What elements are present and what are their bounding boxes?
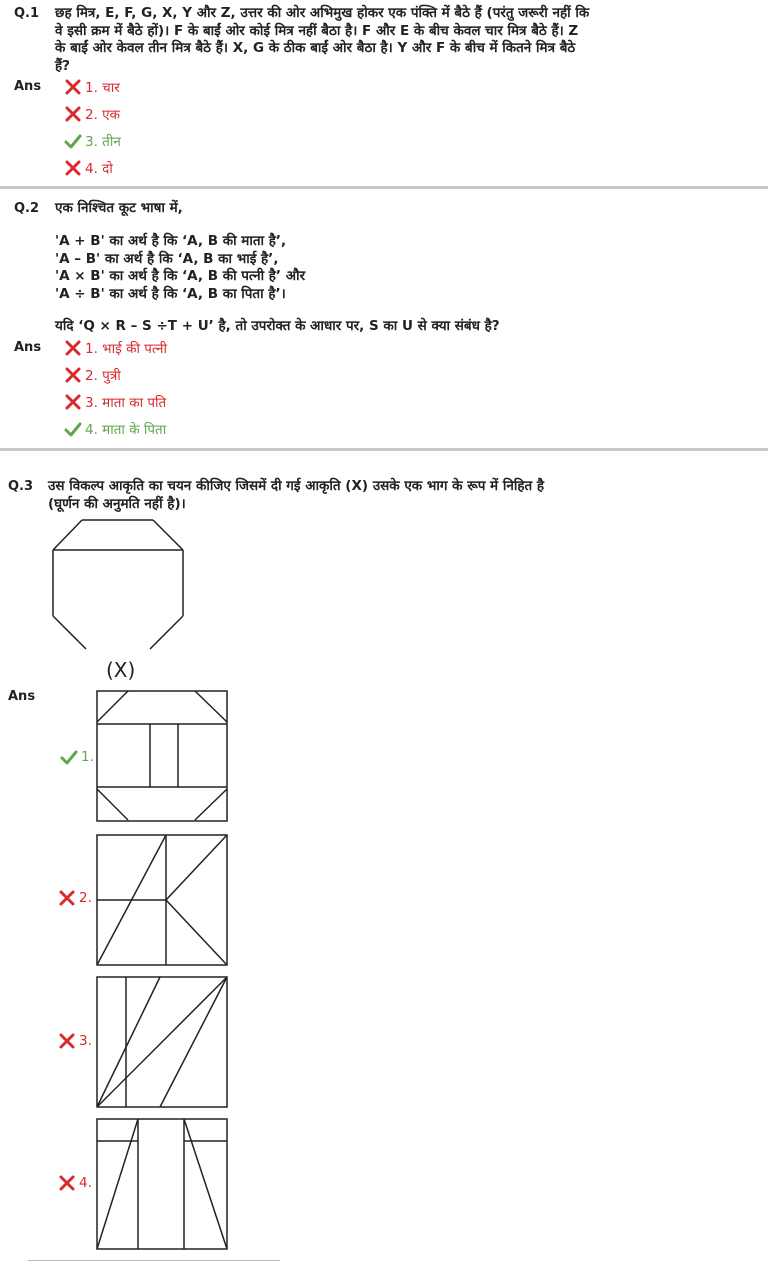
- code-list: [55, 233, 305, 303]
- code-line: 'A ÷ B' का अर्थ है कि ‘A, B का पिता है’।: [55, 285, 286, 302]
- option-label: 3. तीन: [85, 134, 121, 150]
- option-item[interactable]: [64, 105, 120, 123]
- option-item[interactable]: [60, 749, 94, 765]
- option-item[interactable]: [64, 366, 121, 384]
- check-mark-icon: [60, 749, 78, 765]
- option-figure-4[interactable]: [96, 1118, 228, 1250]
- question-line: छह मित्र, E, F, G, X, Y और Z, उत्तर की ओर अभिमुख होकर एक पंक्ति में बैठे हैं (परंतु जरूरी नहीं कि: [55, 5, 590, 21]
- option-label: 3.: [79, 1033, 92, 1049]
- question-number: Q.3: [8, 479, 34, 494]
- answer-label: Ans: [8, 689, 36, 704]
- question-intro: एक निश्चित कूट भाषा में,: [55, 200, 183, 216]
- option-label: 2. पुत्री: [85, 368, 121, 384]
- option-item[interactable]: [58, 890, 92, 906]
- cross-mark-icon: [58, 890, 76, 906]
- code-line: 'A × B' का अर्थ है कि ‘A, B की पत्नी है’ और: [55, 268, 306, 284]
- option-figure-3[interactable]: [96, 976, 228, 1108]
- option-label: 1. चार: [85, 80, 120, 96]
- option-figure-1[interactable]: [96, 690, 228, 822]
- cross-mark-icon: [58, 1033, 76, 1049]
- option-item[interactable]: [64, 420, 166, 438]
- question-line: हैं?: [55, 57, 70, 74]
- option-item[interactable]: [64, 78, 120, 96]
- question-divider: [0, 186, 768, 189]
- question-line: उस विकल्प आकृति का चयन कीजिए जिसमें दी गई आकृति (X) उसके एक भाग के रूप में निहित है: [48, 478, 545, 494]
- cross-mark-icon: [64, 367, 82, 383]
- option-label: 4.: [79, 1175, 92, 1191]
- code-line: 'A – B' का अर्थ है कि ‘A, B का भाई है’,: [55, 250, 279, 267]
- question-line: के बाईं ओर केवल तीन मित्र बैठे हैं। X, G के ठीक बाईं ओर बैठा है। Y और F के बीच में कितने मित्र बैठे: [55, 40, 576, 56]
- check-mark-icon: [64, 133, 82, 149]
- question-line: वे इसी क्रम में बैठे हों)। F के बाईं ओर कोई मित्र नहीं बैठा है। F और E के बीच केवल चार मित्र बैठे हैं। Z: [55, 22, 579, 39]
- option-label: 1. भाई की पत्नी: [85, 341, 168, 357]
- option-label: 2.: [79, 890, 92, 906]
- answer-label: Ans: [14, 340, 42, 355]
- option-item[interactable]: [58, 1033, 92, 1049]
- option-label: 1.: [81, 749, 94, 765]
- cross-mark-icon: [64, 340, 82, 356]
- figure-label: (X): [106, 658, 136, 682]
- option-label: 2. एक: [85, 107, 121, 123]
- question-text: यदि ‘Q × R – S ÷T + U’ है, तो उपरोक्त के आधार पर, S का U से क्या संबंध है?: [55, 318, 500, 334]
- cross-mark-icon: [64, 106, 82, 122]
- cross-mark-icon: [64, 394, 82, 410]
- option-item[interactable]: [58, 1175, 92, 1191]
- option-figure-2[interactable]: [96, 834, 228, 966]
- option-label: 4. दो: [85, 161, 113, 177]
- option-item[interactable]: [64, 339, 167, 357]
- answer-label: Ans: [14, 79, 42, 94]
- question-divider: [0, 448, 768, 451]
- question-number: Q.1: [14, 6, 40, 21]
- option-label: 4. माता के पिता: [85, 422, 167, 438]
- cross-mark-icon: [64, 79, 82, 95]
- option-item[interactable]: [64, 393, 166, 411]
- option-item[interactable]: [64, 132, 121, 150]
- option-item[interactable]: [64, 159, 113, 177]
- code-line: 'A + B' का अर्थ है कि ‘A, B की माता है’,: [55, 233, 287, 249]
- cross-mark-icon: [58, 1175, 76, 1191]
- question-line: (घूर्णन की अनुमति नहीं है)।: [48, 495, 186, 512]
- option-label: 3. माता का पति: [85, 395, 167, 411]
- question-text: [48, 478, 544, 513]
- check-mark-icon: [64, 421, 82, 437]
- bottom-divider: [28, 1260, 280, 1261]
- question-figure-x: [50, 518, 186, 652]
- question-number: Q.2: [14, 201, 40, 216]
- question-text: [55, 5, 589, 75]
- cross-mark-icon: [64, 160, 82, 176]
